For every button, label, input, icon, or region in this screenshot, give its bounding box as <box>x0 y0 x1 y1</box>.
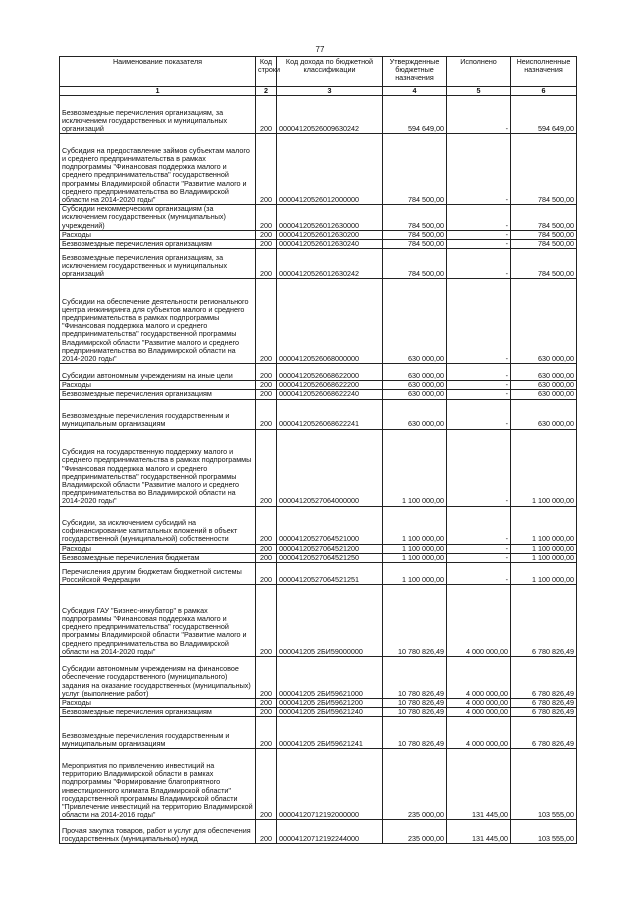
row-approved: 10 780 826,49 <box>383 585 447 657</box>
row-line-code: 200 <box>256 134 277 205</box>
row-approved: 1 100 000,00 <box>383 553 447 562</box>
table-header-row <box>60 57 577 87</box>
row-line-code: 200 <box>256 390 277 399</box>
table-row <box>60 749 577 820</box>
row-indicator-name: Расходы <box>60 544 256 553</box>
row-indicator-name: Мероприятия по привлечению инвестиций на территорию Владимирской области в рамках подпрограммы "Формирование благоприятного инвестиционного климата Владимирской области" государственной программы Владимирской области "Привлечение инвестиций на территорию Владимирской области на 2014-2016 годы" <box>60 749 256 820</box>
row-indicator-name: Субсидия на предоставление займов субъектам малого и среднего предпринимательства в рамках подпрограммы "Финансовая поддержка малого и среднего предпринимательства" государственной программы Владимирской области "Развитие малого и среднего предпринимательства во Владимирской области на 2014-2020 годы" <box>60 134 256 205</box>
row-unexecuted: 6 780 826,49 <box>511 708 577 717</box>
row-indicator-name: Субсидии, за исключением субсидий на софинансирование капитальных вложений в объект государственной (муниципальной) собственности <box>60 506 256 544</box>
row-approved: 630 000,00 <box>383 279 447 364</box>
row-indicator-name: Безвозмездные перечисления государственным и муниципальным организациям <box>60 717 256 749</box>
row-unexecuted: 630 000,00 <box>511 279 577 364</box>
row-unexecuted: 1 100 000,00 <box>511 563 577 585</box>
row-indicator-name: Безвозмездные перечисления организациям, за исключением государственных и муниципальных организаций <box>60 249 256 279</box>
table-row <box>60 205 577 231</box>
page-number: 77 <box>315 45 325 54</box>
row-line-code: 200 <box>256 381 277 390</box>
row-executed: - <box>447 399 511 429</box>
row-line-code: 200 <box>256 657 277 699</box>
row-revenue-code: 00004120526012000000 <box>277 134 383 205</box>
row-unexecuted: 630 000,00 <box>511 381 577 390</box>
table-row <box>60 506 577 544</box>
table-row <box>60 708 577 717</box>
row-revenue-code: 00004120526012630240 <box>277 240 383 249</box>
row-approved: 630 000,00 <box>383 399 447 429</box>
row-approved: 1 100 000,00 <box>383 429 447 506</box>
row-revenue-code: 00004120527064521250 <box>277 553 383 562</box>
row-approved: 235 000,00 <box>383 820 447 844</box>
row-revenue-code: 00004120526009630242 <box>277 96 383 134</box>
row-indicator-name: Прочая закупка товаров, работ и услуг для обеспечения государственных (муниципальных) нужд <box>60 820 256 844</box>
row-revenue-code: 000041205 2БИ59621240 <box>277 708 383 717</box>
row-indicator-name: Субсидии на обеспечение деятельности регионального центра инжиниринга для субъектов малого и среднего предпринимательства в рамках подпрограммы "Финансовая поддержка малого и среднего предпринимательства" государственной программы Владимирской области "Развитие малого и среднего предпринимательства во Владимирской области на 2014-2020 годы" <box>60 279 256 364</box>
table-row <box>60 585 577 657</box>
row-unexecuted: 630 000,00 <box>511 399 577 429</box>
row-indicator-name: Безвозмездные перечисления бюджетам <box>60 553 256 562</box>
table-row <box>60 563 577 585</box>
row-revenue-code: 000041205 2БИ59000000 <box>277 585 383 657</box>
table-row <box>60 717 577 749</box>
row-unexecuted: 630 000,00 <box>511 390 577 399</box>
row-executed: - <box>447 429 511 506</box>
row-indicator-name: Субсидии автономным учреждениям на иные цели <box>60 364 256 381</box>
row-executed: 4 000 000,00 <box>447 708 511 717</box>
row-unexecuted: 6 780 826,49 <box>511 717 577 749</box>
row-indicator-name: Расходы <box>60 699 256 708</box>
row-unexecuted: 6 780 826,49 <box>511 699 577 708</box>
row-executed: 131 445,00 <box>447 749 511 820</box>
budget-execution-table <box>59 56 577 844</box>
row-executed: - <box>447 230 511 239</box>
row-revenue-code: 00004120526068622240 <box>277 390 383 399</box>
row-line-code: 200 <box>256 279 277 364</box>
row-approved: 10 780 826,49 <box>383 657 447 699</box>
row-indicator-name: Безвозмездные перечисления организациям <box>60 240 256 249</box>
row-indicator-name: Субсидия на государственную поддержку малого и среднего предпринимательства в рамках подпрограммы "Финансовая поддержка малого и среднего предпринимательства" государственной программы Владимирской области "Развитие малого и среднего предпринимательства во Владимирской области на 2014-2020 годы" <box>60 429 256 506</box>
row-approved: 10 780 826,49 <box>383 717 447 749</box>
row-approved: 630 000,00 <box>383 364 447 381</box>
table-row <box>60 820 577 844</box>
table-row <box>60 390 577 399</box>
header-indicator-name: Наименование показателя <box>60 57 256 87</box>
row-revenue-code: 00004120526068622000 <box>277 364 383 381</box>
row-executed: 4 000 000,00 <box>447 717 511 749</box>
column-number: 4 <box>383 87 447 96</box>
header-unexecuted: Неисполненные назначения <box>511 57 577 87</box>
row-line-code: 200 <box>256 553 277 562</box>
row-line-code: 200 <box>256 699 277 708</box>
row-approved: 784 500,00 <box>383 205 447 231</box>
row-line-code: 200 <box>256 585 277 657</box>
row-executed: - <box>447 96 511 134</box>
column-number: 1 <box>60 87 256 96</box>
table-row <box>60 279 577 364</box>
row-unexecuted: 784 500,00 <box>511 249 577 279</box>
row-approved: 784 500,00 <box>383 249 447 279</box>
row-approved: 1 100 000,00 <box>383 563 447 585</box>
row-unexecuted: 6 780 826,49 <box>511 585 577 657</box>
row-executed: 131 445,00 <box>447 820 511 844</box>
column-number: 6 <box>511 87 577 96</box>
row-unexecuted: 1 100 000,00 <box>511 553 577 562</box>
column-number: 5 <box>447 87 511 96</box>
row-line-code: 200 <box>256 544 277 553</box>
row-indicator-name: Субсидии автономным учреждениям на финансовое обеспечение государственного (муниципального) задания на оказание государственных (муниципальных) услуг (выполнение работ) <box>60 657 256 699</box>
row-indicator-name: Расходы <box>60 381 256 390</box>
table-row <box>60 553 577 562</box>
row-approved: 1 100 000,00 <box>383 506 447 544</box>
row-approved: 784 500,00 <box>383 230 447 239</box>
row-revenue-code: 000041205 2БИ59621241 <box>277 717 383 749</box>
row-executed: - <box>447 390 511 399</box>
row-line-code: 200 <box>256 429 277 506</box>
row-executed: 4 000 000,00 <box>447 585 511 657</box>
row-indicator-name: Расходы <box>60 230 256 239</box>
row-unexecuted: 784 500,00 <box>511 134 577 205</box>
row-indicator-name: Безвозмездные перечисления государственным и муниципальным организациям <box>60 399 256 429</box>
row-line-code: 200 <box>256 708 277 717</box>
row-approved: 235 000,00 <box>383 749 447 820</box>
row-indicator-name: Безвозмездные перечисления организациям <box>60 708 256 717</box>
row-unexecuted: 1 100 000,00 <box>511 506 577 544</box>
row-revenue-code: 00004120526068622200 <box>277 381 383 390</box>
table-row <box>60 134 577 205</box>
row-unexecuted: 103 555,00 <box>511 749 577 820</box>
header-line-code: Код строки <box>256 57 277 87</box>
row-approved: 10 780 826,49 <box>383 699 447 708</box>
row-approved: 594 649,00 <box>383 96 447 134</box>
row-revenue-code: 00004120527064521000 <box>277 506 383 544</box>
row-approved: 1 100 000,00 <box>383 544 447 553</box>
row-unexecuted: 630 000,00 <box>511 364 577 381</box>
row-executed: - <box>447 544 511 553</box>
row-unexecuted: 784 500,00 <box>511 205 577 231</box>
row-revenue-code: 00004120526012630242 <box>277 249 383 279</box>
row-unexecuted: 594 649,00 <box>511 96 577 134</box>
row-unexecuted: 6 780 826,49 <box>511 657 577 699</box>
row-executed: - <box>447 381 511 390</box>
row-approved: 784 500,00 <box>383 240 447 249</box>
row-revenue-code: 00004120526012630000 <box>277 205 383 231</box>
header-approved: Утвержденные бюджетные назначения <box>383 57 447 87</box>
row-revenue-code: 00004120526068000000 <box>277 279 383 364</box>
row-unexecuted: 1 100 000,00 <box>511 429 577 506</box>
row-executed: - <box>447 506 511 544</box>
row-approved: 630 000,00 <box>383 390 447 399</box>
table-row <box>60 240 577 249</box>
table-row <box>60 364 577 381</box>
table-row <box>60 544 577 553</box>
row-revenue-code: 00004120526068622241 <box>277 399 383 429</box>
row-revenue-code: 000041205 2БИ59621200 <box>277 699 383 708</box>
row-line-code: 200 <box>256 399 277 429</box>
row-revenue-code: 00004120712192244000 <box>277 820 383 844</box>
row-revenue-code: 000041205 2БИ59621000 <box>277 657 383 699</box>
table-row <box>60 429 577 506</box>
row-executed: - <box>447 240 511 249</box>
row-unexecuted: 1 100 000,00 <box>511 544 577 553</box>
row-unexecuted: 784 500,00 <box>511 230 577 239</box>
row-unexecuted: 784 500,00 <box>511 240 577 249</box>
row-approved: 630 000,00 <box>383 381 447 390</box>
row-line-code: 200 <box>256 230 277 239</box>
header-executed: Исполнено <box>447 57 511 87</box>
row-line-code: 200 <box>256 249 277 279</box>
row-revenue-code: 00004120712192000000 <box>277 749 383 820</box>
row-indicator-name: Безвозмездные перечисления организациям, за исключением государственных и муниципальных организаций <box>60 96 256 134</box>
row-executed: 4 000 000,00 <box>447 657 511 699</box>
row-executed: - <box>447 205 511 231</box>
row-executed: - <box>447 553 511 562</box>
row-indicator-name: Субсидии некоммерческим организациям (за исключением государственных (муниципальных) учреждений) <box>60 205 256 231</box>
table-row <box>60 249 577 279</box>
row-line-code: 200 <box>256 820 277 844</box>
row-executed: - <box>447 563 511 585</box>
row-executed: - <box>447 134 511 205</box>
row-executed: 4 000 000,00 <box>447 699 511 708</box>
row-indicator-name: Перечисления другим бюджетам бюджетной системы Российской Федерации <box>60 563 256 585</box>
row-revenue-code: 00004120526012630200 <box>277 230 383 239</box>
column-number: 3 <box>277 87 383 96</box>
row-executed: - <box>447 364 511 381</box>
row-line-code: 200 <box>256 506 277 544</box>
row-line-code: 200 <box>256 563 277 585</box>
column-number: 2 <box>256 87 277 96</box>
table-row <box>60 657 577 699</box>
row-line-code: 200 <box>256 205 277 231</box>
row-approved: 784 500,00 <box>383 134 447 205</box>
row-approved: 10 780 826,49 <box>383 708 447 717</box>
row-line-code: 200 <box>256 240 277 249</box>
column-number-row <box>60 87 577 96</box>
row-revenue-code: 00004120527064000000 <box>277 429 383 506</box>
header-revenue-code: Код дохода по бюджетной классификации <box>277 57 383 87</box>
row-line-code: 200 <box>256 364 277 381</box>
table-row <box>60 96 577 134</box>
row-indicator-name: Безвозмездные перечисления организациям <box>60 390 256 399</box>
row-indicator-name: Субсидия ГАУ "Бизнес-инкубатор" в рамках подпрограммы "Финансовая поддержка малого и среднего предпринимательства" государственной программы Владимирской области "Развитие малого и среднего предпринимательства во Владимирской области на 2014-2020 годы" <box>60 585 256 657</box>
row-line-code: 200 <box>256 96 277 134</box>
row-executed: - <box>447 249 511 279</box>
row-line-code: 200 <box>256 749 277 820</box>
row-revenue-code: 00004120527064521251 <box>277 563 383 585</box>
table-row <box>60 399 577 429</box>
row-unexecuted: 103 555,00 <box>511 820 577 844</box>
row-line-code: 200 <box>256 717 277 749</box>
row-executed: - <box>447 279 511 364</box>
row-revenue-code: 00004120527064521200 <box>277 544 383 553</box>
